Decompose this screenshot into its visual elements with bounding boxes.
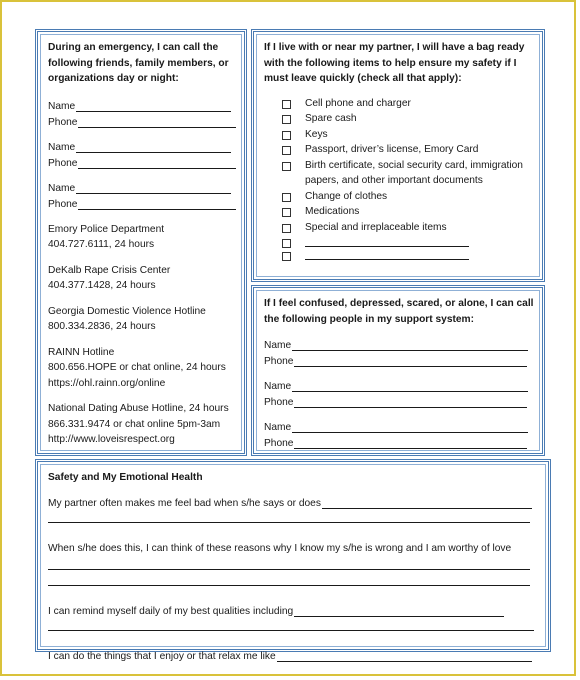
- emergency-heading: During an emergency, I can call the following friends, family members, or organizations day or night:: [48, 42, 229, 84]
- checkbox[interactable]: [282, 224, 291, 233]
- bag-item-blank-2[interactable]: [264, 248, 534, 261]
- resource-emory-police: Emory Police Department 404.727.6111, 24 hours: [48, 223, 165, 250]
- rainn-link[interactable]: https://ohl.rainn.org/online: [48, 377, 166, 389]
- bag-item-medications[interactable]: Medications: [264, 204, 534, 220]
- blank-line[interactable]: [305, 248, 469, 260]
- emergency-name-3[interactable]: Name: [48, 178, 236, 194]
- support-heading: If I feel confused, depressed, scared, or alone, I can call the following people in my support system:: [264, 298, 534, 325]
- resource-dating-abuse-hotline: National Dating Abuse Hotline, 24 hours 866.331.9474 or chat online 5pm-3am http://www.loveisrespect.org: [48, 401, 236, 448]
- emergency-contacts-box: [35, 29, 247, 456]
- checkbox[interactable]: [282, 252, 291, 261]
- answer-line[interactable]: [48, 619, 534, 631]
- emotional-health-box: [35, 459, 551, 662]
- prompt-things-i-enjoy[interactable]: I can do the things that I enjoy or that relax me like: [48, 646, 540, 662]
- prompt-reasons-worthy-of-love[interactable]: When s/he does this, I can think of these reasons why I know my s/he is wrong and I am worthy of love: [48, 542, 512, 554]
- checkbox[interactable]: [282, 162, 291, 171]
- bag-checklist-box: [251, 29, 545, 282]
- checkbox[interactable]: [282, 208, 291, 217]
- answer-line[interactable]: [48, 574, 530, 586]
- checkbox[interactable]: [282, 115, 291, 124]
- support-phone-3[interactable]: Phone: [264, 433, 534, 449]
- bag-item-clothes[interactable]: Change of clothes: [264, 189, 534, 205]
- support-name-3[interactable]: Name: [264, 417, 534, 433]
- support-name-2[interactable]: Name: [264, 376, 534, 392]
- support-phone-1[interactable]: Phone: [264, 351, 534, 367]
- support-system-box: [251, 285, 545, 456]
- emergency-phone-2[interactable]: Phone: [48, 153, 236, 169]
- resource-rainn-hotline: RAINN Hotline 800.656.HOPE or chat online, 24 hours https://ohl.rainn.org/online: [48, 345, 236, 392]
- emotional-heading: Safety and My Emotional Health: [48, 472, 203, 483]
- prompt-best-qualities[interactable]: I can remind myself daily of my best qualities including: [48, 601, 540, 617]
- bag-item-keys[interactable]: Keys: [264, 127, 534, 143]
- bag-item-spare-cash[interactable]: Spare cash: [264, 111, 534, 127]
- prompt-partner-makes-me-feel-bad[interactable]: My partner often makes me feel bad when s/he says or does: [48, 493, 540, 509]
- loveisrespect-link[interactable]: http://www.loveisrespect.org: [48, 434, 175, 445]
- bag-item-blank-1[interactable]: [264, 235, 534, 248]
- support-name-1[interactable]: Name: [264, 335, 534, 351]
- bag-heading: If I live with or near my partner, I will have a bag ready with the following items to help ensure my safety if I must leave quickly (check all that apply):: [264, 42, 525, 84]
- checkbox[interactable]: [282, 193, 291, 202]
- emergency-phone-3[interactable]: Phone: [48, 194, 236, 210]
- checkbox[interactable]: [282, 239, 291, 248]
- checkbox[interactable]: [282, 131, 291, 140]
- emergency-name-2[interactable]: Name: [48, 137, 236, 153]
- answer-line[interactable]: [48, 558, 530, 570]
- support-phone-2[interactable]: Phone: [264, 392, 534, 408]
- bag-item-documents[interactable]: Birth certificate, social security card, immigration papers, and other important documents: [264, 158, 534, 189]
- emergency-name-1[interactable]: Name: [48, 96, 236, 112]
- resource-dekalb-rape-crisis: DeKalb Rape Crisis Center 404.377.1428, 24 hours: [48, 264, 171, 291]
- checkbox[interactable]: [282, 100, 291, 109]
- checkbox[interactable]: [282, 146, 291, 155]
- answer-line[interactable]: [48, 511, 530, 523]
- emergency-phone-1[interactable]: Phone: [48, 112, 236, 128]
- bag-item-passport[interactable]: Passport, driver’s license, Emory Card: [264, 142, 534, 158]
- bag-item-cell-phone[interactable]: Cell phone and charger: [264, 96, 534, 112]
- bag-item-special[interactable]: Special and irreplaceable items: [264, 220, 534, 236]
- blank-line[interactable]: [305, 235, 469, 247]
- resource-georgia-dv-hotline: Georgia Domestic Violence Hotline 800.334.2836, 24 hours: [48, 305, 206, 332]
